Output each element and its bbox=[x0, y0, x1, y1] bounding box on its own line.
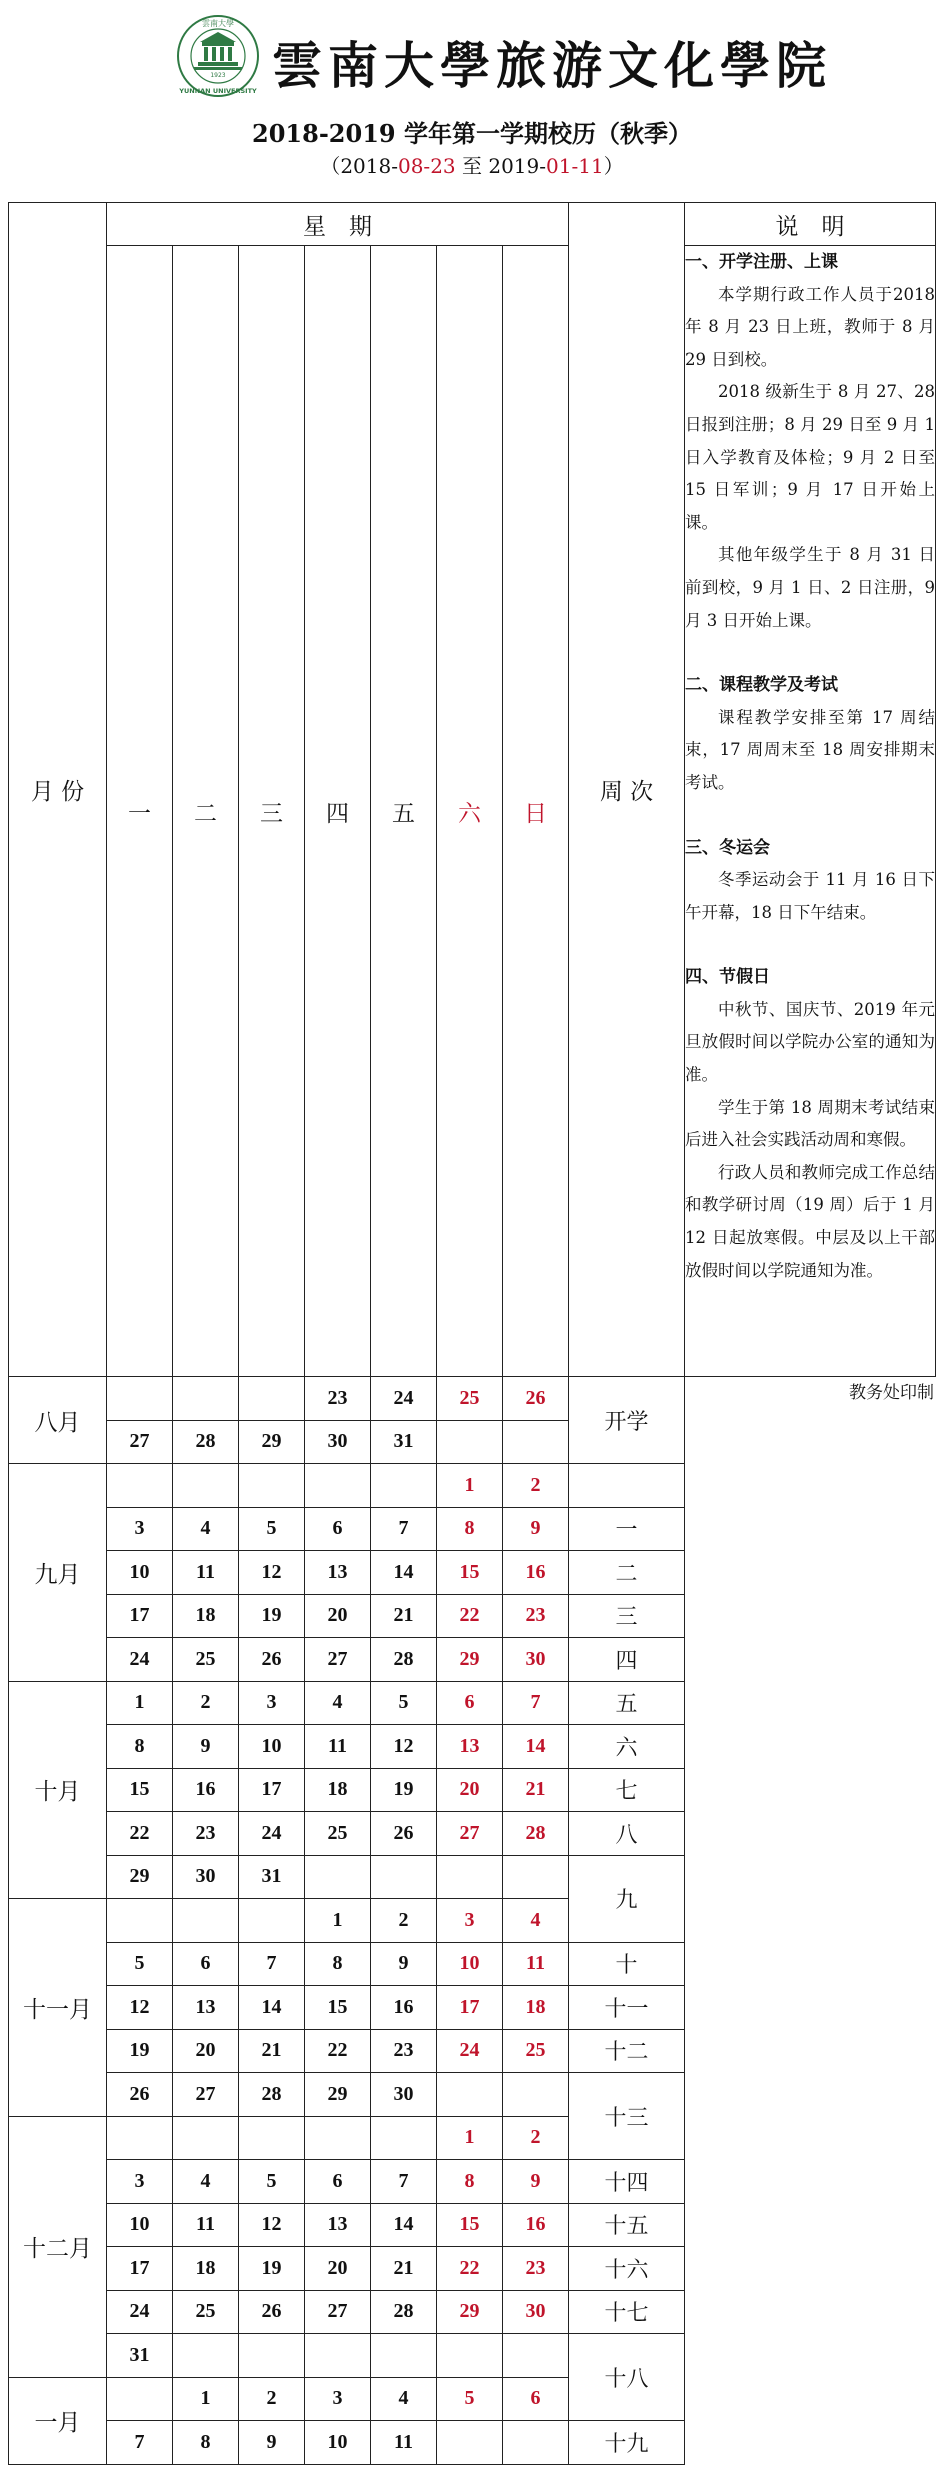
week-number-cell: 三 bbox=[569, 1594, 685, 1638]
day-cell: 24 bbox=[371, 1377, 437, 1421]
day-cell: 4 bbox=[305, 1681, 371, 1725]
day-cell: 20 bbox=[305, 1594, 371, 1638]
day-cell: 26 bbox=[239, 1638, 305, 1682]
printer-credit: 教务处印制 bbox=[849, 1383, 934, 1403]
weekend-day-cell: 9 bbox=[503, 2160, 569, 2204]
month-column-header: 月 份 bbox=[9, 203, 107, 1377]
day-cell: 4 bbox=[371, 2377, 437, 2421]
weekend-day-cell: 23 bbox=[503, 1594, 569, 1638]
day-cell bbox=[173, 1464, 239, 1508]
day-cell: 8 bbox=[107, 1725, 173, 1769]
week-number-cell bbox=[569, 1464, 685, 1508]
weekend-day-cell: 6 bbox=[503, 2377, 569, 2421]
weekend-day-cell: 24 bbox=[437, 2029, 503, 2073]
day-cell: 15 bbox=[305, 1986, 371, 2030]
day-cell: 2 bbox=[239, 2377, 305, 2421]
notes-column-header: 说 明 bbox=[685, 203, 936, 246]
weekend-day-cell: 21 bbox=[503, 1768, 569, 1812]
day-cell: 5 bbox=[239, 2160, 305, 2204]
weekend-day-cell bbox=[503, 2334, 569, 2378]
day-cell: 9 bbox=[239, 2421, 305, 2465]
notes-section-heading: 三、冬运会 bbox=[685, 837, 770, 858]
week-number-cell: 八 bbox=[569, 1812, 685, 1856]
day-cell: 28 bbox=[371, 1638, 437, 1682]
week-number-column-header: 周 次 bbox=[569, 203, 685, 1377]
weekend-day-cell bbox=[503, 1420, 569, 1464]
weekend-day-cell: 3 bbox=[437, 1899, 503, 1943]
day-cell: 1 bbox=[107, 1681, 173, 1725]
day-cell: 18 bbox=[173, 2247, 239, 2291]
day-cell: 23 bbox=[371, 2029, 437, 2073]
day-cell: 17 bbox=[107, 2247, 173, 2291]
weekday-header: 三 bbox=[239, 246, 305, 1377]
school-calendar-table bbox=[8, 202, 936, 2465]
day-cell: 18 bbox=[305, 1768, 371, 1812]
university-seal-logo bbox=[176, 14, 260, 98]
weekend-day-cell: 25 bbox=[503, 2029, 569, 2073]
day-cell: 9 bbox=[173, 1725, 239, 1769]
notes-paragraph: 冬季运动会于 11 月 16 日下午开幕，18 日下午结束。 bbox=[685, 870, 935, 922]
calendar-week-row bbox=[9, 1420, 936, 1464]
calendar-week-row bbox=[9, 2334, 936, 2378]
day-cell: 3 bbox=[107, 1507, 173, 1551]
day-cell: 21 bbox=[371, 1594, 437, 1638]
day-cell: 22 bbox=[305, 2029, 371, 2073]
month-label: 八月 bbox=[9, 1377, 107, 1464]
week-number-cell: 十九 bbox=[569, 2421, 685, 2465]
day-cell: 3 bbox=[107, 2160, 173, 2204]
notes-section bbox=[685, 961, 935, 1287]
seal-chinese-text: 雲南大學 bbox=[202, 19, 234, 28]
notes-paragraph: 课程教学安排至第 17 周结束，17 周周末至 18 周安排期末考试。 bbox=[685, 707, 935, 792]
day-cell: 31 bbox=[107, 2334, 173, 2378]
day-cell bbox=[305, 2116, 371, 2160]
day-cell: 4 bbox=[173, 2160, 239, 2204]
weekend-day-cell: 8 bbox=[437, 2160, 503, 2204]
day-cell: 25 bbox=[173, 2290, 239, 2334]
day-cell bbox=[107, 2377, 173, 2421]
day-cell: 11 bbox=[173, 2203, 239, 2247]
date-range bbox=[0, 150, 944, 179]
calendar-week-row bbox=[9, 2203, 936, 2247]
weekend-day-cell: 14 bbox=[503, 1725, 569, 1769]
day-cell: 10 bbox=[107, 1551, 173, 1595]
day-cell: 18 bbox=[173, 1594, 239, 1638]
month-label: 一月 bbox=[9, 2377, 107, 2464]
day-cell: 28 bbox=[239, 2073, 305, 2117]
day-cell bbox=[371, 2116, 437, 2160]
day-cell: 16 bbox=[371, 1986, 437, 2030]
day-cell: 27 bbox=[173, 2073, 239, 2117]
notes-paragraph: 行政人员和教师完成工作总结和教学研讨周（19 周）后于 1 月 12 日起放寒假。中层及以上干部放假时间以学院通知为准。 bbox=[685, 1162, 935, 1280]
week-number-cell: 十五 bbox=[569, 2203, 685, 2247]
week-number-cell: 十六 bbox=[569, 2247, 685, 2291]
notes-paragraph: 学生于第 18 周期末考试结束后进入社会实践活动周和寒假。 bbox=[685, 1097, 935, 1150]
weekday-header-saturday: 六 bbox=[437, 246, 503, 1377]
week-number-cell: 十 bbox=[569, 1942, 685, 1986]
day-cell: 2 bbox=[371, 1899, 437, 1943]
weekend-day-cell: 15 bbox=[437, 1551, 503, 1595]
weekend-day-cell: 1 bbox=[437, 1464, 503, 1508]
weekend-day-cell bbox=[437, 1855, 503, 1899]
weekend-day-cell: 26 bbox=[503, 1377, 569, 1421]
day-cell: 14 bbox=[371, 1551, 437, 1595]
day-cell: 21 bbox=[371, 2247, 437, 2291]
day-cell: 15 bbox=[107, 1768, 173, 1812]
document-header bbox=[0, 0, 944, 200]
day-cell bbox=[239, 2334, 305, 2378]
weekend-day-cell bbox=[437, 2334, 503, 2378]
notes-cell bbox=[685, 246, 936, 1377]
day-cell: 30 bbox=[173, 1855, 239, 1899]
calendar-week-row bbox=[9, 2421, 936, 2465]
notes-section bbox=[685, 246, 935, 637]
calendar-week-row bbox=[9, 2160, 936, 2204]
day-cell: 13 bbox=[305, 2203, 371, 2247]
day-cell: 12 bbox=[107, 1986, 173, 2030]
day-cell: 7 bbox=[239, 1942, 305, 1986]
weekend-day-cell: 6 bbox=[437, 1681, 503, 1725]
day-cell bbox=[107, 2116, 173, 2160]
seal-english-text: YUNNAN UNIVERSITY bbox=[179, 87, 257, 95]
weekend-day-cell: 18 bbox=[503, 1986, 569, 2030]
day-cell: 6 bbox=[305, 2160, 371, 2204]
day-cell: 12 bbox=[239, 2203, 305, 2247]
day-cell: 13 bbox=[173, 1986, 239, 2030]
weekend-day-cell: 27 bbox=[437, 1812, 503, 1856]
day-cell: 29 bbox=[107, 1855, 173, 1899]
notes-section-heading: 二、课程教学及考试 bbox=[685, 675, 838, 696]
day-cell: 26 bbox=[239, 2290, 305, 2334]
day-cell: 24 bbox=[107, 1638, 173, 1682]
week-number-cell: 开学 bbox=[569, 1377, 685, 1464]
date-range-end: 01-11 bbox=[546, 154, 604, 178]
day-cell: 25 bbox=[305, 1812, 371, 1856]
day-cell: 26 bbox=[371, 1812, 437, 1856]
day-cell: 7 bbox=[371, 1507, 437, 1551]
weekend-day-cell bbox=[437, 1420, 503, 1464]
day-cell: 1 bbox=[173, 2377, 239, 2421]
weekend-day-cell: 29 bbox=[437, 2290, 503, 2334]
month-label: 十月 bbox=[9, 1681, 107, 1899]
day-cell bbox=[107, 1464, 173, 1508]
day-cell: 19 bbox=[239, 1594, 305, 1638]
day-cell: 5 bbox=[371, 1681, 437, 1725]
day-cell: 27 bbox=[107, 1420, 173, 1464]
notes-section-heading: 一、开学注册、上课 bbox=[685, 252, 838, 272]
calendar-week-row bbox=[9, 1768, 936, 1812]
weekend-day-cell: 22 bbox=[437, 1594, 503, 1638]
day-cell: 13 bbox=[305, 1551, 371, 1595]
day-cell: 29 bbox=[239, 1420, 305, 1464]
weekend-day-cell: 15 bbox=[437, 2203, 503, 2247]
weekend-day-cell: 25 bbox=[437, 1377, 503, 1421]
day-cell bbox=[239, 1377, 305, 1421]
calendar-week-row bbox=[9, 1551, 936, 1595]
day-cell: 6 bbox=[173, 1942, 239, 1986]
day-cell: 26 bbox=[107, 2073, 173, 2117]
calendar-week-row bbox=[9, 2029, 936, 2073]
calendar-week-row bbox=[9, 1507, 936, 1551]
day-cell bbox=[107, 1899, 173, 1943]
weekend-day-cell bbox=[503, 1855, 569, 1899]
notes-paragraph: 2018 级新生于 8 月 27、28 日报到注册；8 月 29 日至 9 月 1 日入学教育及体检；9 月 2 日至 15 日军训；9 月 17 日开始上课。 bbox=[685, 382, 935, 532]
weekend-day-cell: 8 bbox=[437, 1507, 503, 1551]
day-cell bbox=[239, 2116, 305, 2160]
day-cell bbox=[239, 1464, 305, 1508]
weekend-day-cell: 4 bbox=[503, 1899, 569, 1943]
calendar-week-row bbox=[9, 2116, 936, 2160]
notes-section bbox=[685, 832, 935, 930]
day-cell: 28 bbox=[173, 1420, 239, 1464]
day-cell bbox=[107, 1377, 173, 1421]
day-cell: 19 bbox=[239, 2247, 305, 2291]
notes-section-heading: 四、节假日 bbox=[685, 967, 770, 988]
weekend-day-cell: 11 bbox=[503, 1942, 569, 1986]
weekend-day-cell: 5 bbox=[437, 2377, 503, 2421]
calendar-week-row bbox=[9, 1812, 936, 1856]
week-number-cell: 十八 bbox=[569, 2334, 685, 2421]
day-cell: 14 bbox=[371, 2203, 437, 2247]
day-cell: 24 bbox=[107, 2290, 173, 2334]
weekday-header: 一 bbox=[107, 246, 173, 1377]
weekend-day-cell: 2 bbox=[503, 2116, 569, 2160]
week-number-cell: 十四 bbox=[569, 2160, 685, 2204]
calendar-week-row bbox=[9, 1464, 936, 1508]
day-cell bbox=[371, 1855, 437, 1899]
weekend-day-cell: 22 bbox=[437, 2247, 503, 2291]
day-cell: 19 bbox=[371, 1768, 437, 1812]
weekday-header: 五 bbox=[371, 246, 437, 1377]
day-cell: 11 bbox=[173, 1551, 239, 1595]
notes-content bbox=[685, 246, 935, 1376]
week-number-cell: 五 bbox=[569, 1681, 685, 1725]
weekday-header-sunday: 日 bbox=[503, 246, 569, 1377]
week-number-cell: 十一 bbox=[569, 1986, 685, 2030]
day-cell: 11 bbox=[371, 2421, 437, 2465]
month-label: 九月 bbox=[9, 1464, 107, 1682]
day-cell: 27 bbox=[305, 2290, 371, 2334]
day-cell bbox=[305, 2334, 371, 2378]
day-cell: 29 bbox=[305, 2073, 371, 2117]
page-title: 2018-2019 学年第一学期校历（秋季） bbox=[252, 119, 692, 148]
week-number-cell: 六 bbox=[569, 1725, 685, 1769]
day-cell: 10 bbox=[107, 2203, 173, 2247]
day-cell: 23 bbox=[305, 1377, 371, 1421]
day-cell: 22 bbox=[107, 1812, 173, 1856]
weekend-day-cell: 16 bbox=[503, 2203, 569, 2247]
calendar-week-row bbox=[9, 1681, 936, 1725]
day-cell bbox=[173, 1377, 239, 1421]
calendar-week-row bbox=[9, 1725, 936, 1769]
calendar-week-row bbox=[9, 1986, 936, 2030]
day-cell: 7 bbox=[371, 2160, 437, 2204]
day-cell: 2 bbox=[173, 1681, 239, 1725]
calendar-week-row bbox=[9, 2377, 936, 2421]
weekend-day-cell bbox=[503, 2073, 569, 2117]
day-cell: 16 bbox=[173, 1768, 239, 1812]
weekend-day-cell: 2 bbox=[503, 1464, 569, 1508]
weekend-day-cell: 30 bbox=[503, 1638, 569, 1682]
date-range-open: （2018- bbox=[320, 154, 398, 178]
weekend-day-cell: 10 bbox=[437, 1942, 503, 1986]
day-cell: 11 bbox=[305, 1725, 371, 1769]
day-cell: 12 bbox=[239, 1551, 305, 1595]
month-label: 十二月 bbox=[9, 2116, 107, 2377]
institution-name: 雲南大學旅游文化學院 bbox=[272, 36, 832, 95]
weekend-day-cell: 13 bbox=[437, 1725, 503, 1769]
day-cell bbox=[371, 2334, 437, 2378]
day-cell: 20 bbox=[305, 2247, 371, 2291]
calendar-week-row bbox=[9, 1855, 936, 1899]
weekend-day-cell: 16 bbox=[503, 1551, 569, 1595]
date-range-start: 08-23 bbox=[397, 154, 456, 178]
week-number-cell: 十七 bbox=[569, 2290, 685, 2334]
day-cell: 5 bbox=[239, 1507, 305, 1551]
weekday-group-header: 星 期 bbox=[107, 203, 569, 246]
calendar-week-row bbox=[9, 2073, 936, 2117]
day-cell: 10 bbox=[239, 1725, 305, 1769]
weekend-day-cell: 7 bbox=[503, 1681, 569, 1725]
day-cell: 8 bbox=[305, 1942, 371, 1986]
day-cell bbox=[173, 2116, 239, 2160]
weekend-day-cell: 20 bbox=[437, 1768, 503, 1812]
day-cell: 31 bbox=[371, 1420, 437, 1464]
day-cell bbox=[173, 2334, 239, 2378]
notes-paragraph: 其他年级学生于 8 月 31 日前到校，9 月 1 日、2 日注册，9 月 3 日开始上课。 bbox=[685, 545, 935, 630]
day-cell: 20 bbox=[173, 2029, 239, 2073]
day-cell: 7 bbox=[107, 2421, 173, 2465]
calendar-week-row bbox=[9, 1899, 936, 1943]
notes-paragraph: 本学期行政工作人员于2018 年 8 月 23 日上班，教师于 8 月 29 日到校。 bbox=[685, 284, 935, 369]
day-cell: 30 bbox=[371, 2073, 437, 2117]
day-cell: 21 bbox=[239, 2029, 305, 2073]
weekend-day-cell bbox=[437, 2421, 503, 2465]
calendar-week-row bbox=[9, 1377, 936, 1421]
day-cell: 8 bbox=[173, 2421, 239, 2465]
notes-paragraph: 中秋节、国庆节、2019 年元旦放假时间以学院办公室的通知为准。 bbox=[685, 999, 935, 1085]
week-number-cell: 四 bbox=[569, 1638, 685, 1682]
weekend-day-cell bbox=[437, 2073, 503, 2117]
day-cell: 30 bbox=[305, 1420, 371, 1464]
day-cell: 4 bbox=[173, 1507, 239, 1551]
weekday-header: 二 bbox=[173, 246, 239, 1377]
calendar-week-row bbox=[9, 2247, 936, 2291]
weekend-day-cell: 28 bbox=[503, 1812, 569, 1856]
week-number-cell: 十二 bbox=[569, 2029, 685, 2073]
notes-section bbox=[685, 669, 935, 799]
day-cell: 14 bbox=[239, 1986, 305, 2030]
weekend-day-cell: 17 bbox=[437, 1986, 503, 2030]
day-cell bbox=[173, 1899, 239, 1943]
date-range-close: ） bbox=[603, 154, 624, 178]
day-cell: 27 bbox=[305, 1638, 371, 1682]
weekend-day-cell: 1 bbox=[437, 2116, 503, 2160]
day-cell: 17 bbox=[239, 1768, 305, 1812]
day-cell: 1 bbox=[305, 1899, 371, 1943]
day-cell bbox=[239, 1899, 305, 1943]
week-number-cell: 七 bbox=[569, 1768, 685, 1812]
day-cell: 3 bbox=[239, 1681, 305, 1725]
calendar-week-row bbox=[9, 1638, 936, 1682]
day-cell: 28 bbox=[371, 2290, 437, 2334]
calendar-week-row bbox=[9, 2290, 936, 2334]
week-number-cell: 一 bbox=[569, 1507, 685, 1551]
weekend-day-cell: 9 bbox=[503, 1507, 569, 1551]
day-cell: 12 bbox=[371, 1725, 437, 1769]
day-cell: 17 bbox=[107, 1594, 173, 1638]
weekend-day-cell: 23 bbox=[503, 2247, 569, 2291]
seal-year: 1923 bbox=[210, 72, 226, 79]
weekend-day-cell: 29 bbox=[437, 1638, 503, 1682]
day-cell: 3 bbox=[305, 2377, 371, 2421]
day-cell: 9 bbox=[371, 1942, 437, 1986]
day-cell bbox=[371, 1464, 437, 1508]
day-cell: 31 bbox=[239, 1855, 305, 1899]
day-cell: 19 bbox=[107, 2029, 173, 2073]
day-cell: 24 bbox=[239, 1812, 305, 1856]
week-number-cell: 二 bbox=[569, 1551, 685, 1595]
weekend-day-cell bbox=[503, 2421, 569, 2465]
date-range-mid: 至 2019- bbox=[455, 154, 547, 178]
week-number-cell: 九 bbox=[569, 1855, 685, 1942]
month-label: 十一月 bbox=[9, 1899, 107, 2117]
day-cell: 5 bbox=[107, 1942, 173, 1986]
day-cell bbox=[305, 1855, 371, 1899]
calendar-week-row bbox=[9, 1942, 936, 1986]
day-cell: 10 bbox=[305, 2421, 371, 2465]
day-cell: 6 bbox=[305, 1507, 371, 1551]
week-number-cell: 十三 bbox=[569, 2073, 685, 2160]
day-cell: 25 bbox=[173, 1638, 239, 1682]
weekend-day-cell: 30 bbox=[503, 2290, 569, 2334]
day-cell bbox=[305, 1464, 371, 1508]
calendar-week-row bbox=[9, 1594, 936, 1638]
day-cell: 23 bbox=[173, 1812, 239, 1856]
weekday-header: 四 bbox=[305, 246, 371, 1377]
